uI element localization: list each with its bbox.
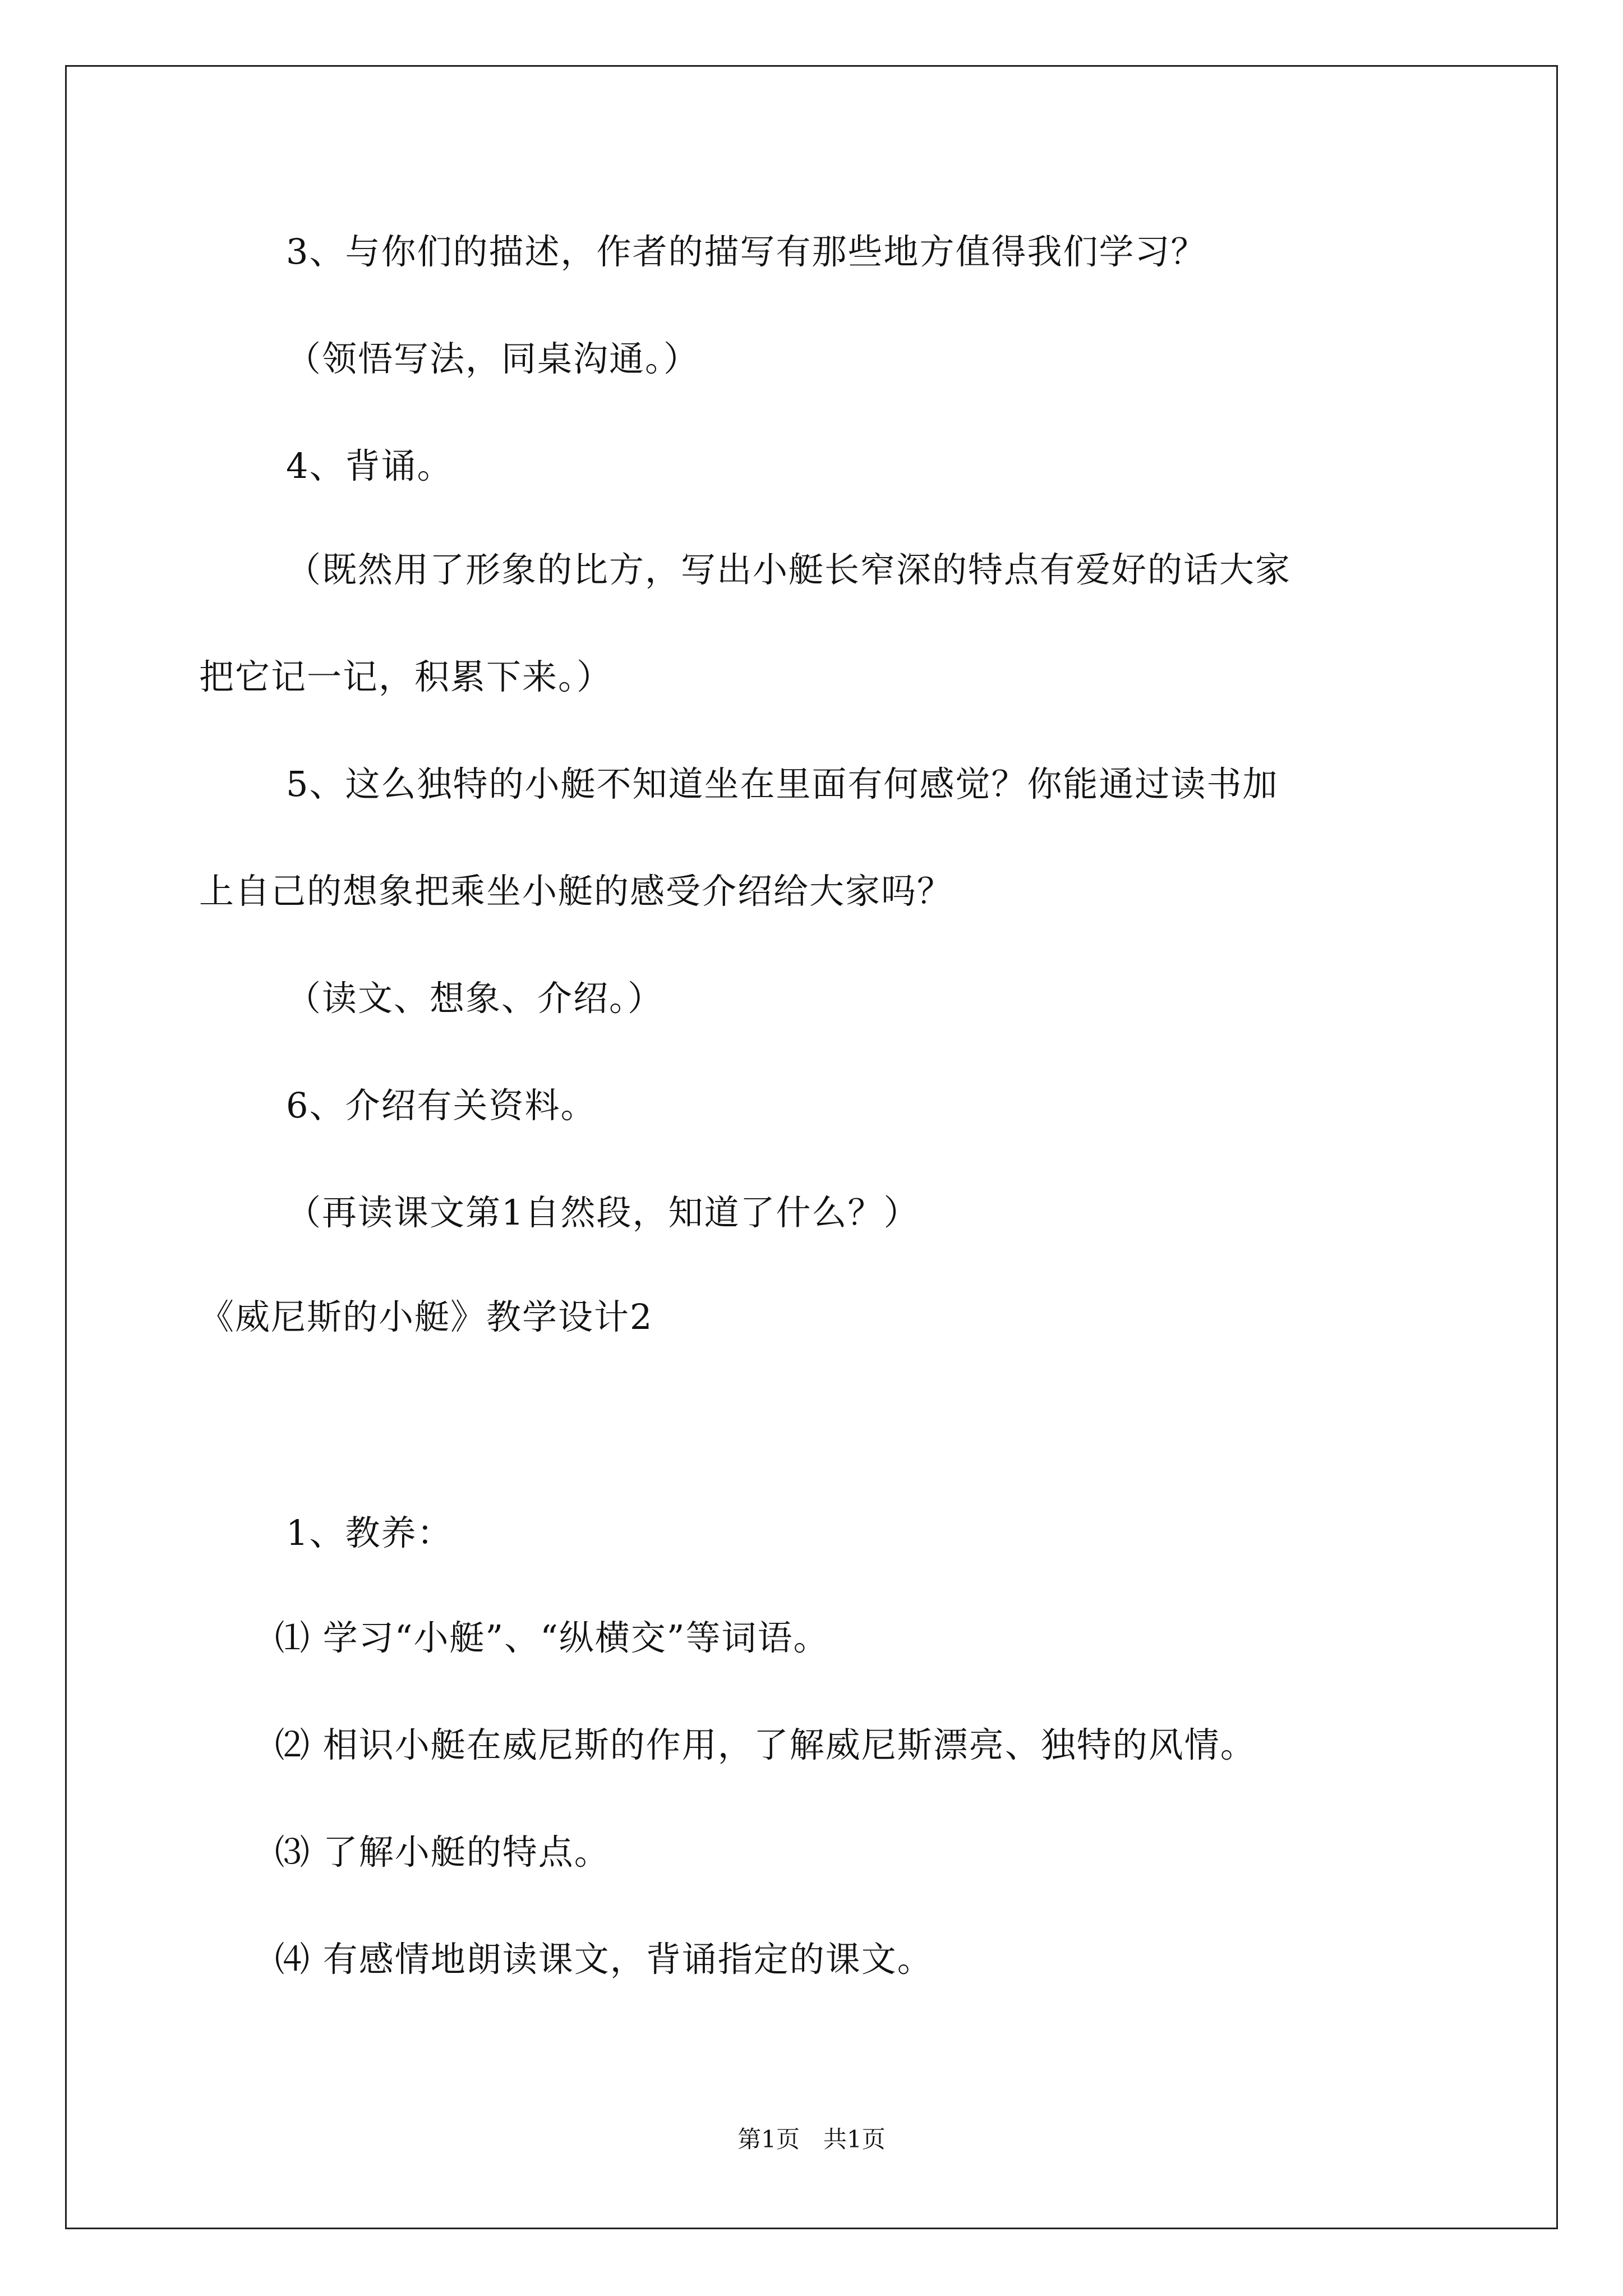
paragraph-line: 上自己的想象把乘坐小艇的感受介绍给大家吗？	[199, 871, 953, 912]
page-number: 第1页 共1页	[737, 2125, 886, 2153]
paragraph-line: 把它记一记，积累下来。）	[199, 656, 613, 697]
paragraph-line: 6、介绍有关资料。	[286, 1085, 597, 1126]
page-border	[65, 65, 1558, 2229]
paragraph-line: 5、这么独特的小艇不知道坐在里面有何感觉？你能通过读书加	[286, 763, 1279, 804]
paragraph-line: （既然用了形象的比方，写出小艇长窄深的特点有爱好的话大家	[286, 549, 1292, 590]
paragraph-line: 3、与你们的描述，作者的描写有那些地方值得我们学习？	[286, 231, 1207, 272]
goal-item: ⑵ 相识小艇在威尼斯的作用，了解威尼斯漂亮、独特的风情。	[275, 1724, 1256, 1765]
section-title: 《威尼斯的小艇》教学设计2	[199, 1296, 653, 1337]
goal-item: ⑶ 了解小艇的特点。	[275, 1832, 610, 1872]
paragraph-line: （读文、想象、介绍。）	[286, 978, 664, 1019]
paragraph-line: 4、背诵。	[286, 445, 453, 486]
goal-item: ⑷ 有感情地朗读课文，背诵指定的课文。	[275, 1939, 933, 1980]
goal-heading: 1、教养：	[286, 1512, 453, 1553]
paragraph-line: （领悟写法，同桌沟通。）	[286, 338, 700, 379]
paragraph-line: （再读课文第1自然段，知道了什么？）	[286, 1192, 920, 1233]
goal-item: ⑴ 学习“小艇”、“纵横交”等词语。	[275, 1617, 829, 1658]
